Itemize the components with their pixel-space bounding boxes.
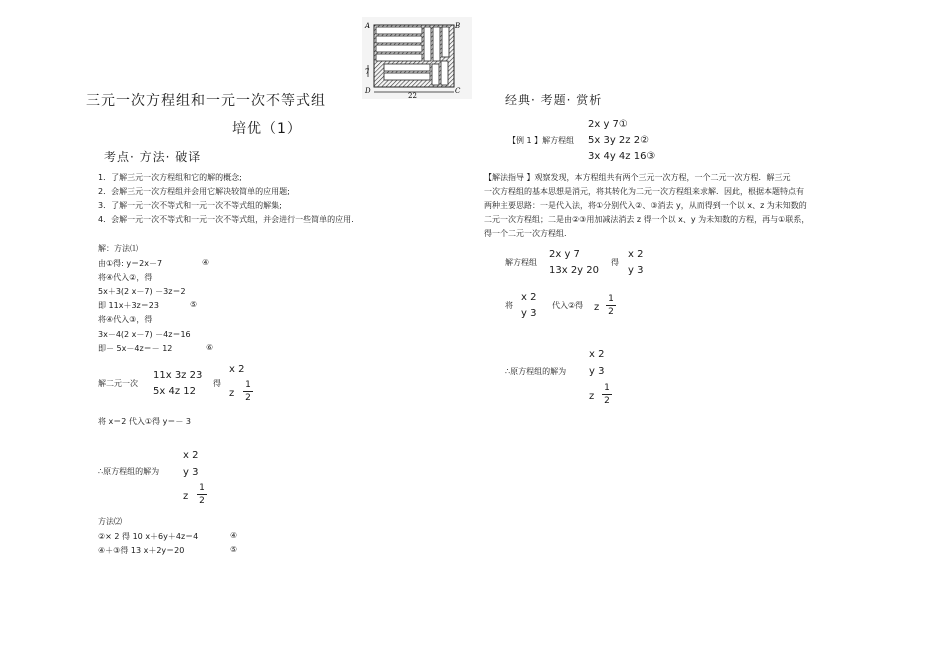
right-final-label: ∴原方程组的解为	[505, 367, 567, 376]
objective-4: 4．会解一元一次不等式和一元一次不等式组，并会进行一些简单的应用.	[98, 215, 354, 224]
example-eq2: 5x 3y 2z 2②	[588, 135, 650, 146]
method1-line7: 即－ 5x－4z＝－ 12	[98, 344, 173, 353]
fraction-numerator: 1	[608, 294, 614, 304]
method1-line1-tag: ④	[202, 258, 210, 267]
right-heading: 经典· 考题· 赏析	[505, 93, 603, 107]
method2-line2: ④＋③得 13 x＋2y＝20	[98, 546, 185, 555]
substitute-prefix: 将	[505, 301, 513, 310]
method1-line2: 将④代入②，得	[98, 273, 153, 282]
solve-de: 得	[611, 258, 619, 267]
substitute-z: z	[594, 302, 600, 313]
fraction-denominator: 2	[245, 393, 251, 403]
label-twenty-two: 22	[408, 92, 417, 99]
method1-final-fraction	[197, 483, 207, 506]
method1-line6: 3x－4(2 x－7) －4z＝16	[98, 330, 191, 339]
substitute-middle: 代入②得	[552, 301, 584, 310]
objective-1: 1．了解三元一次方程组和它的解的概念;	[98, 173, 242, 182]
method1-line4: 即 11x＋3z＝23	[98, 301, 159, 310]
example-eq3: 3x 4y 4z 16③	[588, 151, 656, 162]
example-label: 【例 1 】解方程组	[508, 136, 575, 145]
method1-label: 解：方法⑴	[98, 244, 138, 253]
page-title: 三元一次方程组和一元一次不等式组	[86, 93, 326, 109]
guide-line2: 一次方程组的基本思想是消元，将其转化为二元一次方程组来求解．因此，根据本题特点有	[484, 187, 804, 196]
method1-final-z: z	[183, 491, 189, 502]
method2-line1-tag: ④	[230, 531, 238, 540]
fraction-denominator: 2	[604, 396, 610, 406]
method1-result-fraction	[243, 380, 253, 403]
fraction-bar	[606, 305, 616, 306]
solve-row1: 2x y 7	[549, 249, 580, 260]
method1-line7-tag: ⑥	[206, 343, 214, 352]
method1-system-row2: 5x 4z 12	[153, 386, 196, 397]
substitute-fraction	[606, 294, 616, 317]
guide-line4: 二元一次方程组；二是由②③用加减法消去 z 得一个以 x、y 为未知数的方程，再与①联系，	[484, 215, 810, 224]
method1-result-x: x 2	[229, 364, 245, 375]
method1-system-label: 解二元一次	[98, 379, 138, 388]
method1-result-z: z	[229, 388, 235, 399]
label-d: D	[365, 87, 371, 95]
fraction-numerator: 1	[199, 483, 205, 493]
method1-final-label: ∴原方程组的解为	[98, 467, 160, 476]
method1-de: 得	[213, 379, 221, 388]
method2-label: 方法⑵	[98, 517, 122, 526]
solve-result-y: y 3	[628, 265, 644, 276]
fraction-bar	[602, 394, 612, 395]
guide-line5: 得一个二元一次方程组.	[484, 229, 567, 238]
fraction-bar	[197, 494, 207, 495]
label-b: B	[455, 22, 461, 30]
example-eq1: 2x y 7①	[588, 119, 628, 130]
method2-line1: ②× 2 得 10 x＋6y＋4z＝4	[98, 532, 199, 541]
label-seven: 7	[365, 68, 370, 76]
method2-line2-tag: ⑤	[230, 545, 238, 554]
solve-row2: 13x 2y 20	[549, 265, 600, 276]
method1-final-x: x 2	[183, 450, 199, 461]
rectangle-figure	[362, 17, 472, 99]
fraction-numerator: 1	[245, 380, 251, 390]
method1-substitute: 将 x＝2 代入①得 y＝－ 3	[98, 417, 191, 426]
solve-label: 解方程组	[505, 258, 537, 267]
label-a: A	[365, 22, 371, 30]
objective-3: 3．了解一元一次不等式和一元一次不等式组的解集;	[98, 201, 282, 210]
method1-line3: 5x＋3(2 x－7) －3z＝2	[98, 287, 186, 296]
guide-line3: 两种主要思路：一是代入法，将①分别代入②、③消去 y，从而得到一个以 x、z 为未知数的	[484, 201, 807, 210]
guide-line1: 【解法指导 】观察发现，本方程组共有两个三元一次方程，一个二元一次方程．解三元	[484, 173, 791, 182]
method1-line5: 将④代入③，得	[98, 315, 153, 324]
method1-final-y: y 3	[183, 467, 199, 478]
section-heading: 考点· 方法· 破译	[104, 150, 202, 164]
fraction-bar	[243, 391, 253, 392]
rectangle-diagram	[362, 17, 472, 99]
objective-2: 2．会解三元一次方程组并会用它解决较简单的应用题;	[98, 187, 290, 196]
right-final-z: z	[589, 391, 595, 402]
right-final-y: y 3	[589, 366, 605, 377]
page-subtitle: 培优（1）	[232, 121, 302, 137]
right-final-fraction	[602, 383, 612, 406]
fraction-numerator: 1	[604, 383, 610, 393]
label-c: C	[455, 87, 461, 95]
method1-system-row1: 11x 3z 23	[153, 370, 203, 381]
substitute-y: y 3	[521, 308, 537, 319]
substitute-x: x 2	[521, 292, 537, 303]
fraction-denominator: 2	[608, 307, 614, 317]
method1-line4-tag: ⑤	[190, 300, 198, 309]
method1-line1: 由①得: y＝2x－7	[98, 259, 163, 268]
right-final-x: x 2	[589, 349, 605, 360]
solve-result-x: x 2	[628, 249, 644, 260]
fraction-denominator: 2	[199, 496, 205, 506]
